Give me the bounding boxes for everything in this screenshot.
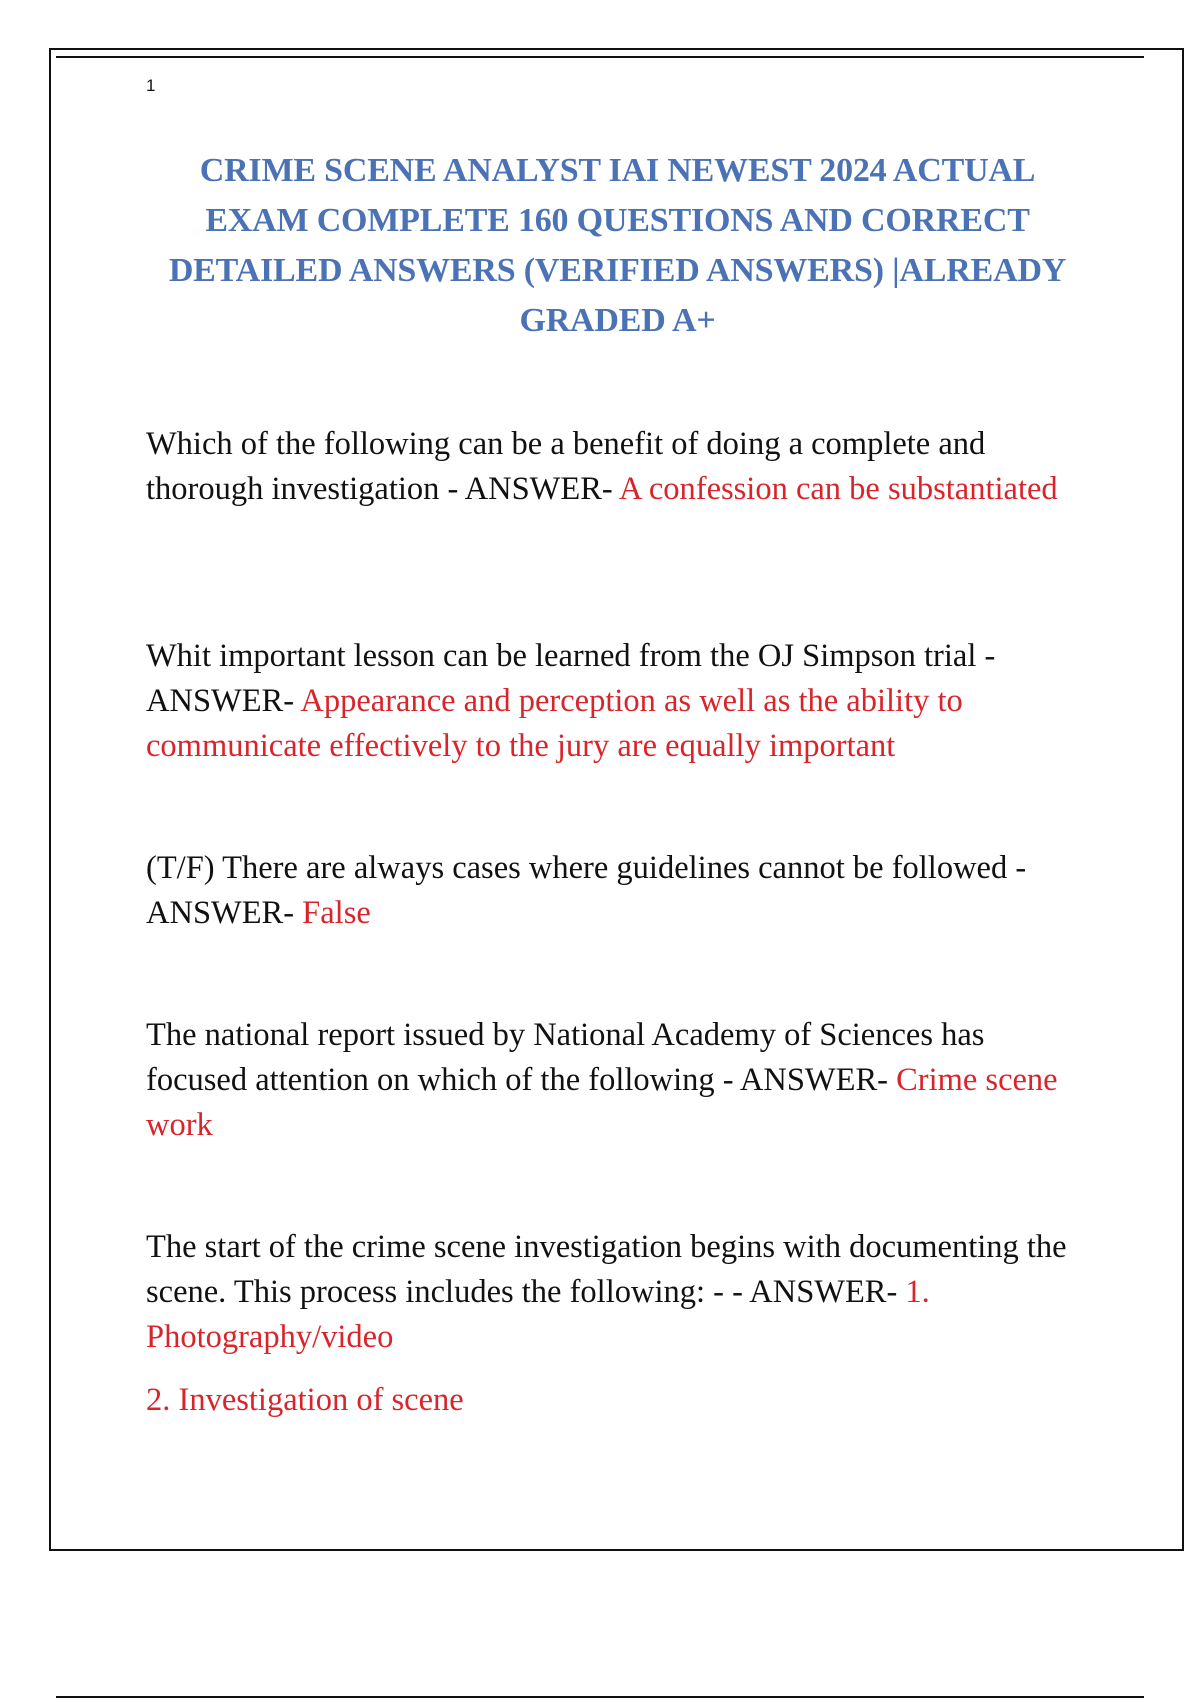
question-text: Whit important lesson can be learned from the OJ Simpson trial — [146, 638, 977, 674]
answer-label: - ANSWER- — [723, 1274, 906, 1310]
qa-item-3 — [146, 846, 1091, 936]
answer-text: A confession can be substantiated — [619, 471, 1058, 507]
document-title: CRIME SCENE ANALYST IAI NEWEST 2024 ACTUAL EXAM COMPLETE 160 QUESTIONS AND CORRECT DETAILED ANSWERS (VERIFIED ANSWERS) |ALREADY GRADED A+ — [168, 152, 1067, 339]
qa-item-2 — [146, 634, 1091, 769]
question-text: Which of the following can be a benefit of doing a complete and thorough investigation — [146, 426, 986, 507]
qa-item-5 — [146, 1225, 1091, 1360]
answer-text: Appearance and perception as well as the ability to communicate effectively to the jury are equally important — [146, 683, 963, 764]
answer-text: 1. Photography/video — [146, 1274, 930, 1355]
header-rule — [56, 56, 1144, 58]
answer-label: - ANSWER- — [439, 471, 620, 507]
footer-rule — [56, 1696, 1144, 1698]
answer-label: - ANSWER- — [714, 1062, 897, 1098]
question-text: The start of the crime scene investigation begins with documenting the scene. This process includes the following: - — [146, 1229, 1067, 1310]
answer-text: False — [302, 895, 371, 931]
qa-item-1 — [146, 422, 1091, 512]
qa-item-4 — [146, 1013, 1091, 1148]
question-text: The national report issued by National Academy of Sciences has focused attention on which of the following — [146, 1017, 985, 1098]
answer-label: - ANSWER- — [146, 850, 1027, 931]
answer-text: Crime scene work — [146, 1062, 1058, 1143]
answer-continued: 2. Investigation of scene — [146, 1382, 464, 1418]
page-number: 1 — [146, 76, 156, 95]
question-text: (T/F) There are always cases where guidelines cannot be followed — [146, 850, 1008, 886]
answer-label: - ANSWER- — [146, 638, 996, 719]
